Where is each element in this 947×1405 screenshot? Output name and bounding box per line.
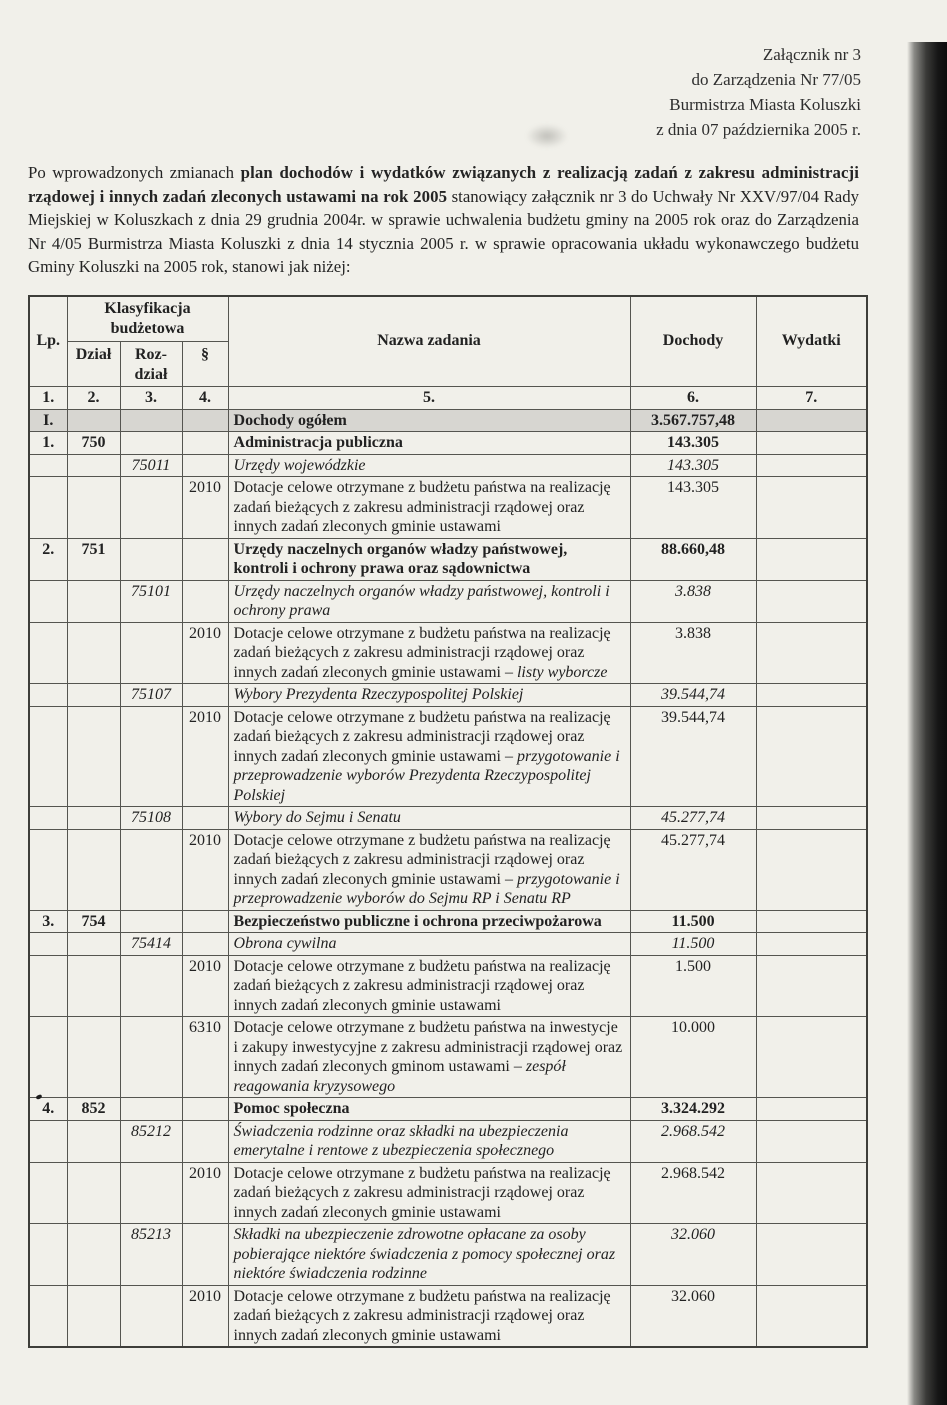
cell-wydatki <box>756 454 867 477</box>
cell-dzial <box>67 933 120 956</box>
table-row <box>29 1285 867 1347</box>
task-name-text: Obrona cywilna <box>233 935 337 952</box>
cell-wydatki <box>756 409 867 432</box>
cell-lp <box>29 829 67 910</box>
cell-nazwa <box>228 409 630 432</box>
table-body <box>29 409 867 1347</box>
intro-text-bold: plan dochodów i wydatków związanych z realizacją zadań z zakresu administracji rządowej i innych zadań zleconych ustawami na rok 2005 <box>28 163 859 206</box>
cell-lp: 3. <box>29 910 67 933</box>
cell-rozdzial: 75108 <box>120 807 182 830</box>
cell-nazwa <box>228 454 630 477</box>
table-row <box>29 477 867 539</box>
cell-wydatki <box>756 580 867 622</box>
cell-lp <box>29 1285 67 1347</box>
intro-text-post: stanowiący załącznik nr 3 do Uchwały Nr XXV/97/04 Rady Miejskiej w Koluszkach z dnia 29 grudnia 2004r. w sprawie uchwalenia budżetu gminy na 2005 rok oraz do Zarządzenia Nr 4/05 Burmistrza Miasta Koluszki z dnia 14 stycznia 2005 r. w sprawie opracowania układu wykonawczego budżetu Gminy Koluszki na 2005 rok, stanowi jak niżej: <box>28 186 859 276</box>
cell-dzial: 754 <box>67 910 120 933</box>
cell-dochody: 32.060 <box>630 1224 756 1286</box>
cell-rozdzial <box>120 622 182 684</box>
cell-nazwa <box>228 910 630 933</box>
task-name-text: Dotacje celowe otrzymane z budżetu państwa na realizację zadań bieżących z zakresu administracji rządowej oraz innych zadań zleconych gminie ustawami <box>233 479 611 535</box>
cell-lp <box>29 454 67 477</box>
cell-wydatki <box>756 910 867 933</box>
task-name-text: Składki na ubezpieczenie zdrowotne opłacane za osoby pobierające niektóre świadczenia z pomocy społecznej oraz niektóre świadczenia rodzinne <box>233 1226 616 1282</box>
cell-nazwa <box>228 580 630 622</box>
table-row <box>29 1120 867 1162</box>
attachment-line-2: do Zarządzenia Nr 77/05 <box>691 70 861 89</box>
intro-text-pre: Po wprowadzonych zmianach <box>28 163 241 182</box>
cell-dzial <box>67 477 120 539</box>
task-name-text: Dotacje celowe otrzymane z budżetu państwa na realizację zadań bieżących z zakresu administracji rządowej oraz innych zadań zleconych gminie ustawami <box>233 831 611 888</box>
cell-paragraf <box>182 1098 228 1121</box>
cell-nazwa <box>228 538 630 580</box>
attachment-line-1: Załącznik nr 3 <box>762 45 861 64</box>
cell-paragraf <box>182 933 228 956</box>
col-number-2: 2. <box>67 387 120 410</box>
cell-dochody: 45.277,74 <box>630 807 756 830</box>
table-row <box>29 432 867 455</box>
cell-rozdzial <box>120 955 182 1017</box>
table-row <box>29 684 867 707</box>
cell-dzial <box>67 955 120 1017</box>
table-row <box>29 829 867 910</box>
cell-dochody: 143.305 <box>630 454 756 477</box>
col-header-lp: Lp. <box>29 296 67 387</box>
cell-rozdzial <box>120 910 182 933</box>
table-row <box>29 622 867 684</box>
scanned-page <box>0 42 947 1405</box>
cell-rozdzial: 85212 <box>120 1120 182 1162</box>
task-name-annotation: – zespół reagowania kryzysowego <box>233 1058 566 1095</box>
cell-paragraf <box>182 684 228 707</box>
task-name-text: Dotacje celowe otrzymane z budżetu państwa na realizację zadań bieżących z zakresu administracji rządowej oraz innych zadań zleconych gminie ustawami <box>233 1287 611 1344</box>
task-name-text: Pomoc społeczna <box>233 1100 350 1117</box>
budget-table <box>28 295 868 1349</box>
attachment-line-3: Burmistrza Miasta Koluszki <box>669 95 861 114</box>
cell-lp <box>29 955 67 1017</box>
cell-wydatki <box>756 1224 867 1286</box>
cell-rozdzial <box>120 1098 182 1121</box>
cell-dzial <box>67 580 120 622</box>
table-row <box>29 1098 867 1121</box>
col-number-6: 6. <box>630 387 756 410</box>
cell-lp: 4. <box>29 1098 67 1121</box>
cell-rozdzial <box>120 538 182 580</box>
table-row <box>29 807 867 830</box>
cell-wydatki <box>756 622 867 684</box>
cell-dochody: 32.060 <box>630 1285 756 1347</box>
col-number-1: 1. <box>29 387 67 410</box>
cell-dzial <box>67 409 120 432</box>
task-name-text: Bezpieczeństwo publiczne i ochrona przeciwpożarowa <box>233 912 602 930</box>
cell-nazwa <box>228 807 630 830</box>
table-header <box>29 296 867 410</box>
scan-edge-shadow <box>907 42 947 1405</box>
cell-rozdzial: 75107 <box>120 684 182 707</box>
cell-dochody: 10.000 <box>630 1017 756 1098</box>
cell-nazwa <box>228 684 630 707</box>
scan-smudge-artifact <box>526 124 568 148</box>
cell-rozdzial <box>120 706 182 807</box>
col-header-wydatki: Wydatki <box>756 296 867 387</box>
attachment-line-4: z dnia 07 października 2005 r. <box>656 120 861 139</box>
col-number-5: 5. <box>228 387 630 410</box>
cell-nazwa <box>228 1098 630 1121</box>
column-numbering-row <box>29 387 867 410</box>
cell-paragraf <box>182 454 228 477</box>
cell-dzial: 751 <box>67 538 120 580</box>
cell-wydatki <box>756 807 867 830</box>
cell-paragraf <box>182 910 228 933</box>
cell-wydatki <box>756 477 867 539</box>
cell-paragraf: 2010 <box>182 829 228 910</box>
cell-rozdzial: 75101 <box>120 580 182 622</box>
cell-dochody: 3.838 <box>630 622 756 684</box>
task-name-text: Dotacje celowe otrzymane z budżetu państwa na realizację zadań bieżących z zakresu administracji rządowej oraz innych zadań zleconych gminie ustawami <box>233 708 611 765</box>
table-row <box>29 1224 867 1286</box>
table-row <box>29 1017 867 1098</box>
cell-nazwa <box>228 955 630 1017</box>
cell-rozdzial: 75011 <box>120 454 182 477</box>
intro-paragraph <box>28 161 859 279</box>
cell-wydatki <box>756 1017 867 1098</box>
cell-dochody: 39.544,74 <box>630 684 756 707</box>
cell-paragraf: 2010 <box>182 1285 228 1347</box>
cell-nazwa <box>228 933 630 956</box>
cell-nazwa <box>228 1224 630 1286</box>
cell-paragraf: 2010 <box>182 477 228 539</box>
cell-paragraf <box>182 1224 228 1286</box>
cell-dochody: 88.660,48 <box>630 538 756 580</box>
cell-nazwa <box>228 829 630 910</box>
task-name-text: Urzędy naczelnych organów władzy państwowej, kontroli i ochrony prawa <box>233 582 610 619</box>
col-number-7: 7. <box>756 387 867 410</box>
cell-dochody: 2.968.542 <box>630 1162 756 1224</box>
cell-wydatki <box>756 684 867 707</box>
cell-nazwa <box>228 1162 630 1224</box>
task-name-text: Dotacje celowe otrzymane z budżetu państwa na inwestycje i zakupy inwestycyjne z zakresu administracji rządowej oraz innych zadań zleconych gminom ustawami <box>233 1019 623 1075</box>
cell-nazwa <box>228 1120 630 1162</box>
cell-paragraf <box>182 1120 228 1162</box>
cell-wydatki <box>756 1098 867 1121</box>
cell-wydatki <box>756 1285 867 1347</box>
cell-wydatki <box>756 1162 867 1224</box>
task-name-text: Urzędy wojewódzkie <box>233 456 366 474</box>
cell-lp: I. <box>29 409 67 432</box>
cell-lp <box>29 1120 67 1162</box>
table-row <box>29 933 867 956</box>
table-row <box>29 1162 867 1224</box>
cell-lp <box>29 580 67 622</box>
cell-dzial <box>67 1285 120 1347</box>
cell-wydatki <box>756 538 867 580</box>
cell-dzial <box>67 1162 120 1224</box>
cell-dzial: 852 <box>67 1098 120 1121</box>
cell-paragraf <box>182 580 228 622</box>
cell-dochody: 143.305 <box>630 432 756 455</box>
cell-paragraf: 2010 <box>182 1162 228 1224</box>
table-row <box>29 454 867 477</box>
cell-rozdzial <box>120 829 182 910</box>
cell-lp <box>29 1017 67 1098</box>
task-name-text: Wybory do Sejmu i Senatu <box>233 809 401 826</box>
cell-dochody: 3.567.757,48 <box>630 409 756 432</box>
cell-lp <box>29 1162 67 1224</box>
col-header-rozdzial: Roz-dział <box>120 342 182 387</box>
cell-nazwa <box>228 477 630 539</box>
cell-dochody: 1.500 <box>630 955 756 1017</box>
attachment-header <box>0 42 861 142</box>
cell-dzial: 750 <box>67 432 120 455</box>
cell-dzial <box>67 1224 120 1286</box>
table-row <box>29 706 867 807</box>
header-row-1 <box>29 296 867 342</box>
cell-dzial <box>67 706 120 807</box>
cell-dzial <box>67 807 120 830</box>
cell-rozdzial <box>120 1285 182 1347</box>
cell-wydatki <box>756 1120 867 1162</box>
cell-rozdzial <box>120 409 182 432</box>
cell-lp <box>29 622 67 684</box>
task-name-text: Dotacje celowe otrzymane z budżetu państwa na realizację zadań bieżących z zakresu administracji rządowej oraz innych zadań zleconych gminie ustawami <box>233 624 611 681</box>
task-name-annotation: – przygotowanie i przeprowadzenie wyborów do Sejmu RP i Senatu RP <box>233 870 620 907</box>
task-name-text: Dotacje celowe otrzymane z budżetu państwa na realizację zadań bieżących z zakresu administracji rządowej oraz innych zadań zleconych gminie ustawami <box>233 957 611 1014</box>
cell-dochody: 3.324.292 <box>630 1098 756 1121</box>
cell-nazwa <box>228 432 630 455</box>
cell-dzial <box>67 684 120 707</box>
cell-paragraf <box>182 538 228 580</box>
cell-paragraf: 2010 <box>182 706 228 807</box>
cell-lp <box>29 684 67 707</box>
cell-dochody: 11.500 <box>630 910 756 933</box>
cell-nazwa <box>228 706 630 807</box>
cell-rozdzial: 85213 <box>120 1224 182 1286</box>
cell-paragraf: 2010 <box>182 955 228 1017</box>
task-name-text: Administracja publiczna <box>233 434 403 451</box>
cell-dochody: 3.838 <box>630 580 756 622</box>
col-header-nazwa: Nazwa zadania <box>228 296 630 387</box>
table-row <box>29 955 867 1017</box>
task-name-text: Dotacje celowe otrzymane z budżetu państwa na realizację zadań bieżących z zakresu administracji rządowej oraz innych zadań zleconych gminie ustawami <box>233 1164 611 1221</box>
cell-nazwa <box>228 1017 630 1098</box>
cell-rozdzial <box>120 432 182 455</box>
cell-nazwa <box>228 1285 630 1347</box>
cell-lp <box>29 933 67 956</box>
col-header-dochody: Dochody <box>630 296 756 387</box>
cell-dochody: 39.544,74 <box>630 706 756 807</box>
task-name-annotation: – listy wyborcze <box>504 663 608 681</box>
cell-lp <box>29 807 67 830</box>
cell-paragraf <box>182 807 228 830</box>
cell-dochody: 143.305 <box>630 477 756 539</box>
table-row <box>29 409 867 432</box>
cell-dzial <box>67 829 120 910</box>
cell-dochody: 2.968.542 <box>630 1120 756 1162</box>
cell-wydatki <box>756 706 867 807</box>
cell-paragraf <box>182 432 228 455</box>
cell-wydatki <box>756 432 867 455</box>
col-header-klasyfikacja: Klasyfikacja budżetowa <box>67 296 228 342</box>
cell-dochody: 11.500 <box>630 933 756 956</box>
task-name-text: Dochody ogółem <box>233 411 347 429</box>
cell-wydatki <box>756 955 867 1017</box>
task-name-annotation: – przygotowanie i przeprowadzenie wyborów Prezydenta Rzeczypospolitej Polskiej <box>233 747 620 804</box>
table-row <box>29 538 867 580</box>
cell-dzial <box>67 454 120 477</box>
cell-paragraf <box>182 409 228 432</box>
col-number-3: 3. <box>120 387 182 410</box>
cell-dzial <box>67 1120 120 1162</box>
task-name-text: Urzędy naczelnych organów władzy państwowej, kontroli i ochrony prawa oraz sądownictwa <box>233 540 568 577</box>
cell-dzial <box>67 1017 120 1098</box>
cell-lp <box>29 477 67 539</box>
cell-wydatki <box>756 933 867 956</box>
cell-lp <box>29 1224 67 1286</box>
cell-dochody: 45.277,74 <box>630 829 756 910</box>
table-row <box>29 580 867 622</box>
col-header-dzial: Dział <box>67 342 120 387</box>
task-name-text: Świadczenia rodzinne oraz składki na ubezpieczenia emerytalne i rentowe z ubezpieczenia społecznego <box>233 1122 569 1159</box>
table-row <box>29 910 867 933</box>
col-header-paragraf: § <box>182 342 228 387</box>
cell-lp: 2. <box>29 538 67 580</box>
cell-rozdzial <box>120 477 182 539</box>
cell-wydatki <box>756 829 867 910</box>
task-name-text: Wybory Prezydenta Rzeczypospolitej Polskiej <box>233 686 524 703</box>
cell-rozdzial <box>120 1162 182 1224</box>
cell-lp <box>29 706 67 807</box>
cell-nazwa <box>228 622 630 684</box>
cell-rozdzial <box>120 1017 182 1098</box>
cell-paragraf: 6310 <box>182 1017 228 1098</box>
cell-paragraf: 2010 <box>182 622 228 684</box>
cell-rozdzial: 75414 <box>120 933 182 956</box>
col-number-4: 4. <box>182 387 228 410</box>
cell-dzial <box>67 622 120 684</box>
cell-lp: 1. <box>29 432 67 455</box>
